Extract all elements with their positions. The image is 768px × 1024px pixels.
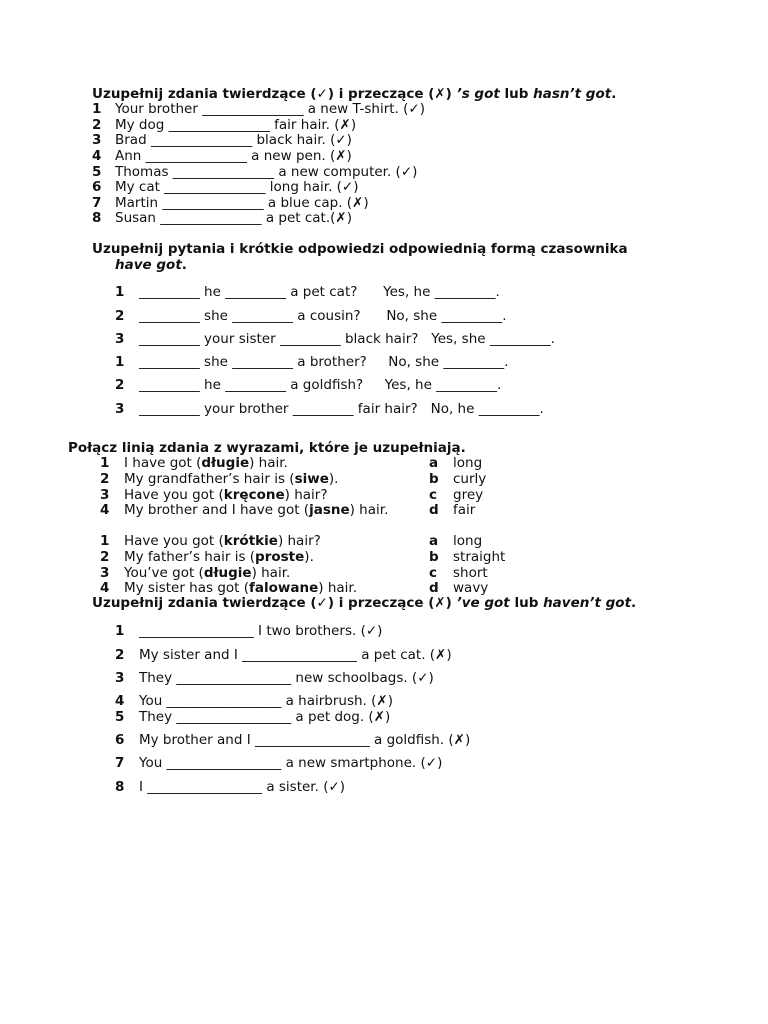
match-option: [429, 455, 482, 471]
list-item: [92, 179, 359, 195]
item-number: 1: [115, 623, 125, 639]
list-item: [115, 354, 508, 370]
option-word: grey: [453, 487, 484, 503]
item-text: You _________________ a new smartphone. (✓): [139, 755, 443, 771]
form-negative: haven’t got: [543, 595, 632, 611]
item-text: _________ he _________ a pet cat? Yes, he _________.: [139, 284, 500, 300]
sentence-text: ) hair.: [249, 455, 288, 471]
list-item: [92, 195, 369, 211]
option-word: long: [453, 533, 483, 549]
list-item: [115, 623, 382, 639]
option-letter: c: [429, 565, 438, 581]
match-option: [429, 502, 475, 518]
sentence-text: My grandfather’s hair is (: [124, 471, 295, 487]
option-letter: b: [429, 549, 439, 565]
section4-heading: [92, 595, 636, 611]
form-negative: hasn’t got: [533, 86, 612, 102]
match-sentence: [100, 455, 288, 471]
match-option: [429, 471, 486, 487]
list-item: [115, 709, 390, 725]
option-word: curly: [453, 471, 487, 487]
polish-word: proste: [255, 549, 305, 565]
list-item: [115, 401, 544, 417]
item-text: You _________________ a hairbrush. (✗): [139, 693, 393, 709]
item-text: Brad _______________ black hair. (✓): [115, 132, 352, 148]
item-text: Thomas _______________ a new computer. (✓): [115, 164, 418, 180]
item-text: _________ he _________ a goldfish? Yes, he _________.: [139, 377, 502, 393]
polish-word: krótkie: [223, 533, 278, 549]
form-positive: ’s got: [456, 86, 500, 102]
item-number: 5: [92, 164, 102, 180]
match-sentence: [100, 471, 338, 487]
item-number: 1: [100, 455, 110, 471]
match-option: [429, 533, 482, 549]
item-text: _________ your sister _________ black hair? Yes, she _________.: [139, 331, 555, 347]
item-number: 8: [115, 779, 125, 795]
list-item: [92, 210, 352, 226]
sentence-text: ) hair?: [277, 533, 321, 549]
item-text: _________________ I two brothers. (✓): [139, 623, 383, 639]
list-item: [115, 377, 501, 393]
match-sentence: [100, 580, 357, 596]
list-item: [115, 779, 345, 795]
item-number: 4: [100, 580, 110, 596]
item-text: My sister and I _________________ a pet cat. (✗): [139, 647, 452, 663]
heading-text: Uzupełnij zdania twierdzące (✓) i przeczące (✗): [92, 595, 457, 611]
option-word: fair: [453, 502, 476, 518]
item-text: Ann _______________ a new pen. (✗): [115, 148, 352, 164]
list-item: [92, 164, 417, 180]
item-number: 8: [92, 210, 102, 226]
section3-heading: [68, 440, 466, 456]
option-letter: d: [429, 580, 439, 596]
item-text: They _________________ new schoolbags. (✓): [139, 670, 434, 686]
item-number: 2: [115, 377, 125, 393]
section2-heading: [92, 241, 628, 257]
verb-form: have got: [115, 257, 182, 273]
sentence-text: ).: [304, 549, 314, 565]
polish-word: jasne: [309, 502, 350, 518]
polish-word: siwe: [294, 471, 329, 487]
item-number: 2: [92, 117, 102, 133]
heading-text: Połącz linią zdania z wyrazami, które je uzupełniają.: [68, 440, 466, 456]
polish-word: kręcone: [223, 487, 285, 503]
item-text: _________ she _________ a cousin? No, she _________.: [139, 308, 507, 324]
sentence-text: Have you got (: [124, 533, 224, 549]
list-item: [115, 670, 434, 686]
item-number: 3: [115, 331, 125, 347]
item-number: 5: [115, 709, 125, 725]
heading-end: .: [611, 86, 617, 102]
sentence-text: ) hair.: [318, 580, 358, 596]
item-number: 2: [115, 308, 125, 324]
list-item: [115, 284, 500, 300]
sentence-text: I have got (: [124, 455, 202, 471]
list-item: [92, 101, 425, 117]
item-text: My brother and I _________________ a goldfish. (✗): [139, 732, 471, 748]
match-sentence: [100, 487, 328, 503]
item-number: 2: [100, 471, 110, 487]
option-letter: b: [429, 471, 439, 487]
form-positive: ’ve got: [456, 595, 510, 611]
list-item: [92, 117, 356, 133]
item-number: 1: [100, 533, 110, 549]
sentence-text: ) hair?: [284, 487, 328, 503]
item-number: 2: [115, 647, 125, 663]
item-text: _________ she _________ a brother? No, she _________.: [139, 354, 509, 370]
item-number: 3: [92, 132, 102, 148]
sentence-text: Have you got (: [124, 487, 224, 503]
heading-connector: lub: [499, 86, 534, 102]
list-item: [115, 331, 555, 347]
item-number: 4: [115, 693, 125, 709]
heading-connector: lub: [509, 595, 544, 611]
item-number: 1: [115, 284, 125, 300]
option-word: wavy: [453, 580, 489, 596]
option-letter: a: [429, 533, 439, 549]
heading-end: .: [181, 257, 187, 273]
sentence-text: My sister has got (: [124, 580, 250, 596]
option-word: short: [453, 565, 488, 581]
item-number: 1: [92, 101, 102, 117]
item-number: 3: [115, 401, 125, 417]
item-number: 3: [115, 670, 125, 686]
item-number: 2: [100, 549, 110, 565]
item-number: 7: [115, 755, 125, 771]
item-text: My dog _______________ fair hair. (✗): [115, 117, 357, 133]
match-option: [429, 565, 488, 581]
polish-word: falowane: [249, 580, 319, 596]
heading-text: Uzupełnij pytania i krótkie odpowiedzi odpowiednią formą czasownika: [92, 241, 628, 257]
sentence-text: You’ve got (: [124, 565, 204, 581]
section1-heading: [92, 86, 616, 102]
list-item: [115, 647, 452, 663]
match-option: [429, 549, 505, 565]
sentence-text: My brother and I have got (: [124, 502, 310, 518]
item-number: 1: [115, 354, 125, 370]
sentence-text: ) hair.: [349, 502, 389, 518]
list-item: [115, 755, 442, 771]
option-word: long: [453, 455, 483, 471]
item-text: Susan _______________ a pet cat.(✗): [115, 210, 352, 226]
match-sentence: [100, 533, 321, 549]
heading-end: .: [631, 595, 637, 611]
item-number: 6: [92, 179, 102, 195]
item-number: 4: [92, 148, 102, 164]
match-sentence: [100, 549, 314, 565]
polish-word: długie: [203, 565, 252, 581]
match-sentence: [100, 502, 388, 518]
item-number: 3: [100, 565, 110, 581]
list-item: [92, 132, 352, 148]
item-text: _________ your brother _________ fair hair? No, he _________.: [139, 401, 544, 417]
item-number: 7: [92, 195, 102, 211]
item-text: I _________________ a sister. (✓): [139, 779, 346, 795]
match-option: [429, 580, 488, 596]
option-letter: a: [429, 455, 439, 471]
list-item: [115, 693, 393, 709]
section2-heading-line2: [115, 257, 187, 273]
match-option: [429, 487, 483, 503]
item-number: 4: [100, 502, 110, 518]
option-word: straight: [453, 549, 506, 565]
option-letter: c: [429, 487, 438, 503]
list-item: [92, 148, 352, 164]
item-text: They _________________ a pet dog. (✗): [139, 709, 391, 725]
sentence-text: ) hair.: [251, 565, 291, 581]
heading-text: Uzupełnij zdania twierdzące (✓) i przeczące (✗): [92, 86, 457, 102]
item-text: My cat _______________ long hair. (✓): [115, 179, 359, 195]
sentence-text: ).: [328, 471, 339, 487]
item-text: Martin _______________ a blue cap. (✗): [115, 195, 369, 211]
item-number: 6: [115, 732, 125, 748]
item-number: 3: [100, 487, 110, 503]
list-item: [115, 308, 507, 324]
list-item: [115, 732, 470, 748]
sentence-text: My father’s hair is (: [124, 549, 256, 565]
polish-word: długie: [201, 455, 250, 471]
item-text: Your brother _______________ a new T-shirt. (✓): [115, 101, 425, 117]
match-sentence: [100, 565, 290, 581]
option-letter: d: [429, 502, 439, 518]
